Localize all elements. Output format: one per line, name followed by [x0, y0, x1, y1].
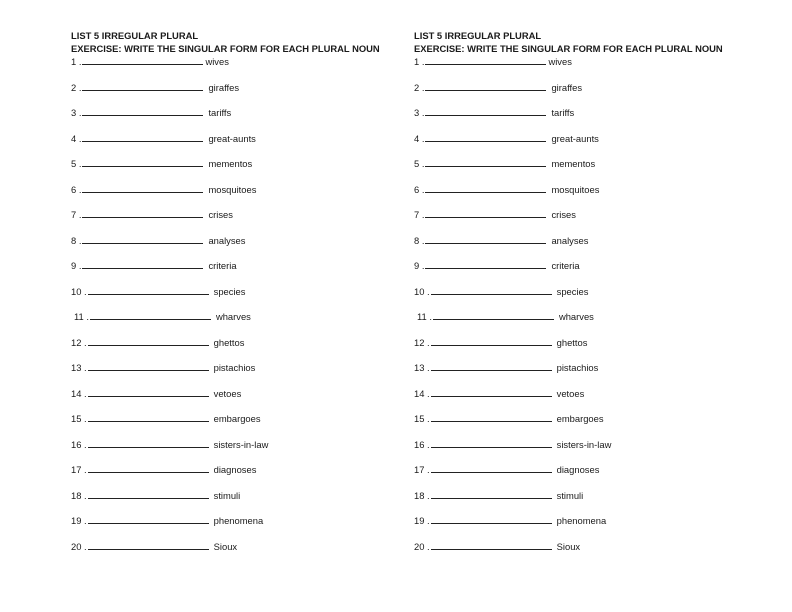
- item-number: 14 .: [71, 387, 87, 399]
- answer-blank[interactable]: [88, 412, 209, 422]
- exercise-item: [414, 540, 744, 566]
- item-number: 1 .: [414, 56, 425, 67]
- answer-blank[interactable]: [431, 285, 552, 295]
- plural-noun: mosquitoes: [551, 183, 600, 195]
- item-number: 16 .: [71, 438, 87, 450]
- plural-noun: species: [213, 285, 246, 297]
- plural-noun: great-aunts: [208, 132, 256, 144]
- item-number: 13 .: [71, 362, 87, 373]
- exercise-item: [414, 55, 744, 81]
- exercise-item: [414, 208, 744, 234]
- worksheet-instructions: EXERCISE: WRITE THE SINGULAR FORM FOR EACH PLURAL NOUN: [71, 43, 380, 54]
- answer-blank[interactable]: [88, 336, 209, 346]
- answer-blank[interactable]: [88, 514, 209, 524]
- item-number: 6 .: [71, 183, 82, 195]
- item-number: 4 .: [414, 132, 425, 144]
- exercise-item: [71, 310, 401, 336]
- answer-blank[interactable]: [82, 157, 203, 167]
- answer-blank[interactable]: [425, 132, 546, 142]
- item-number: 5 .: [414, 158, 425, 169]
- plural-noun: mementos: [551, 158, 596, 169]
- exercise-item: [414, 81, 744, 107]
- plural-noun: great-aunts: [551, 132, 599, 144]
- plural-noun: ghettos: [213, 336, 245, 348]
- exercise-item: [414, 463, 744, 489]
- item-number: 11 .: [74, 311, 89, 322]
- exercise-item: [71, 285, 401, 311]
- item-number: 9 .: [71, 260, 82, 271]
- worksheet-right: [414, 29, 744, 565]
- plural-noun: sisters-in-law: [213, 438, 269, 450]
- answer-blank[interactable]: [431, 361, 552, 371]
- item-number: 18 .: [71, 489, 87, 501]
- plural-noun: wives: [205, 56, 229, 67]
- exercise-item: [414, 438, 744, 464]
- exercise-item: [414, 489, 744, 515]
- answer-blank[interactable]: [88, 463, 209, 473]
- item-number: 20 .: [414, 540, 430, 552]
- plural-noun: vetoes: [556, 387, 585, 399]
- worksheet-left: [71, 29, 401, 565]
- answer-blank[interactable]: [425, 157, 546, 167]
- plural-noun: wives: [548, 56, 572, 67]
- answer-blank[interactable]: [82, 234, 203, 244]
- answer-blank[interactable]: [88, 438, 209, 448]
- exercise-item: [71, 157, 401, 183]
- exercise-item: [71, 81, 401, 107]
- item-number: 5 .: [71, 158, 82, 169]
- exercise-item: [71, 336, 401, 362]
- plural-noun: analyses: [208, 234, 246, 246]
- item-number: 18 .: [414, 489, 430, 501]
- item-number: 8 .: [414, 234, 425, 246]
- item-number: 10 .: [71, 285, 87, 297]
- item-number: 15 .: [414, 413, 430, 424]
- plural-noun: stimuli: [556, 489, 584, 501]
- answer-blank[interactable]: [425, 55, 546, 65]
- answer-blank[interactable]: [433, 310, 554, 320]
- item-number: 12 .: [414, 336, 430, 348]
- plural-noun: tariffs: [208, 107, 232, 118]
- exercise-item: [71, 463, 401, 489]
- answer-blank[interactable]: [82, 259, 203, 269]
- exercise-item: [414, 310, 744, 336]
- answer-blank[interactable]: [431, 463, 552, 473]
- item-number: 13 .: [414, 362, 430, 373]
- item-number: 8 .: [71, 234, 82, 246]
- exercise-item: [71, 259, 401, 285]
- item-number: 7 .: [414, 209, 425, 220]
- plural-noun: analyses: [551, 234, 589, 246]
- plural-noun: sisters-in-law: [556, 438, 612, 450]
- plural-noun: phenomena: [556, 515, 607, 526]
- answer-blank[interactable]: [425, 106, 546, 116]
- exercise-item: [71, 489, 401, 515]
- item-number: 17 .: [71, 464, 87, 475]
- item-number: 1 .: [71, 56, 82, 67]
- answer-blank[interactable]: [82, 106, 203, 116]
- exercise-item: [414, 106, 744, 132]
- plural-noun: criteria: [208, 260, 237, 271]
- exercise-item: [71, 412, 401, 438]
- exercise-item: [414, 412, 744, 438]
- answer-blank[interactable]: [82, 55, 203, 65]
- plural-noun: giraffes: [551, 81, 583, 93]
- exercise-list: [71, 55, 401, 565]
- item-number: 19 .: [71, 515, 87, 526]
- plural-noun: diagnoses: [556, 464, 600, 475]
- plural-noun: diagnoses: [213, 464, 257, 475]
- exercise-item: [71, 208, 401, 234]
- answer-blank[interactable]: [425, 208, 546, 218]
- answer-blank[interactable]: [431, 540, 552, 550]
- plural-noun: pistachios: [213, 362, 256, 373]
- item-number: 12 .: [71, 336, 87, 348]
- plural-noun: wharves: [558, 311, 594, 322]
- item-number: 6 .: [414, 183, 425, 195]
- exercise-item: [71, 106, 401, 132]
- item-number: 17 .: [414, 464, 430, 475]
- answer-blank[interactable]: [88, 489, 209, 499]
- exercise-item: [414, 234, 744, 260]
- answer-blank[interactable]: [88, 361, 209, 371]
- exercise-item: [71, 234, 401, 260]
- answer-blank[interactable]: [431, 412, 552, 422]
- exercise-item: [71, 540, 401, 566]
- item-number: 15 .: [71, 413, 87, 424]
- exercise-item: [414, 259, 744, 285]
- answer-blank[interactable]: [82, 208, 203, 218]
- answer-blank[interactable]: [82, 183, 203, 193]
- worksheet-instructions: EXERCISE: WRITE THE SINGULAR FORM FOR EACH PLURAL NOUN: [414, 43, 723, 54]
- plural-noun: crises: [551, 209, 576, 220]
- exercise-item: [71, 361, 401, 387]
- exercise-item: [414, 157, 744, 183]
- exercise-item: [71, 183, 401, 209]
- answer-blank[interactable]: [88, 285, 209, 295]
- item-number: 20 .: [71, 540, 87, 552]
- item-number: 2 .: [414, 81, 425, 93]
- plural-noun: embargoes: [556, 413, 604, 424]
- plural-noun: embargoes: [213, 413, 261, 424]
- exercise-item: [414, 336, 744, 362]
- exercise-item: [71, 438, 401, 464]
- answer-blank[interactable]: [82, 132, 203, 142]
- worksheet-title: LIST 5 IRREGULAR PLURAL: [71, 30, 199, 41]
- plural-noun: mosquitoes: [208, 183, 257, 195]
- plural-noun: criteria: [551, 260, 580, 271]
- answer-blank[interactable]: [425, 259, 546, 269]
- exercise-item: [71, 132, 401, 158]
- worksheet-title: LIST 5 IRREGULAR PLURAL: [414, 30, 542, 41]
- item-number: 3 .: [71, 107, 82, 118]
- exercise-item: [414, 285, 744, 311]
- answer-blank[interactable]: [431, 489, 552, 499]
- plural-noun: tariffs: [551, 107, 575, 118]
- exercise-item: [414, 387, 744, 413]
- plural-noun: phenomena: [213, 515, 264, 526]
- plural-noun: Sioux: [556, 540, 581, 552]
- answer-blank[interactable]: [90, 310, 211, 320]
- plural-noun: species: [556, 285, 589, 297]
- item-number: 11 .: [417, 311, 432, 322]
- plural-noun: stimuli: [213, 489, 241, 501]
- item-number: 14 .: [414, 387, 430, 399]
- exercise-item: [414, 183, 744, 209]
- item-number: 10 .: [414, 285, 430, 297]
- plural-noun: wharves: [215, 311, 251, 322]
- plural-noun: ghettos: [556, 336, 588, 348]
- exercise-item: [414, 361, 744, 387]
- plural-noun: Sioux: [213, 540, 238, 552]
- item-number: 9 .: [414, 260, 425, 271]
- answer-blank[interactable]: [425, 81, 546, 91]
- exercise-item: [414, 132, 744, 158]
- item-number: 2 .: [71, 81, 82, 93]
- exercise-item: [414, 514, 744, 540]
- answer-blank[interactable]: [82, 81, 203, 91]
- answer-blank[interactable]: [431, 438, 552, 448]
- plural-noun: giraffes: [208, 81, 240, 93]
- exercise-item: [71, 387, 401, 413]
- item-number: 3 .: [414, 107, 425, 118]
- item-number: 19 .: [414, 515, 430, 526]
- item-number: 16 .: [414, 438, 430, 450]
- answer-blank[interactable]: [425, 183, 546, 193]
- exercise-item: [71, 514, 401, 540]
- answer-blank[interactable]: [88, 387, 209, 397]
- answer-blank[interactable]: [88, 540, 209, 550]
- item-number: 7 .: [71, 209, 82, 220]
- plural-noun: mementos: [208, 158, 253, 169]
- plural-noun: pistachios: [556, 362, 599, 373]
- plural-noun: vetoes: [213, 387, 242, 399]
- exercise-list: [414, 55, 744, 565]
- plural-noun: crises: [208, 209, 233, 220]
- answer-blank[interactable]: [425, 234, 546, 244]
- exercise-item: [71, 55, 401, 81]
- answer-blank[interactable]: [431, 387, 552, 397]
- answer-blank[interactable]: [431, 514, 552, 524]
- answer-blank[interactable]: [431, 336, 552, 346]
- item-number: 4 .: [71, 132, 82, 144]
